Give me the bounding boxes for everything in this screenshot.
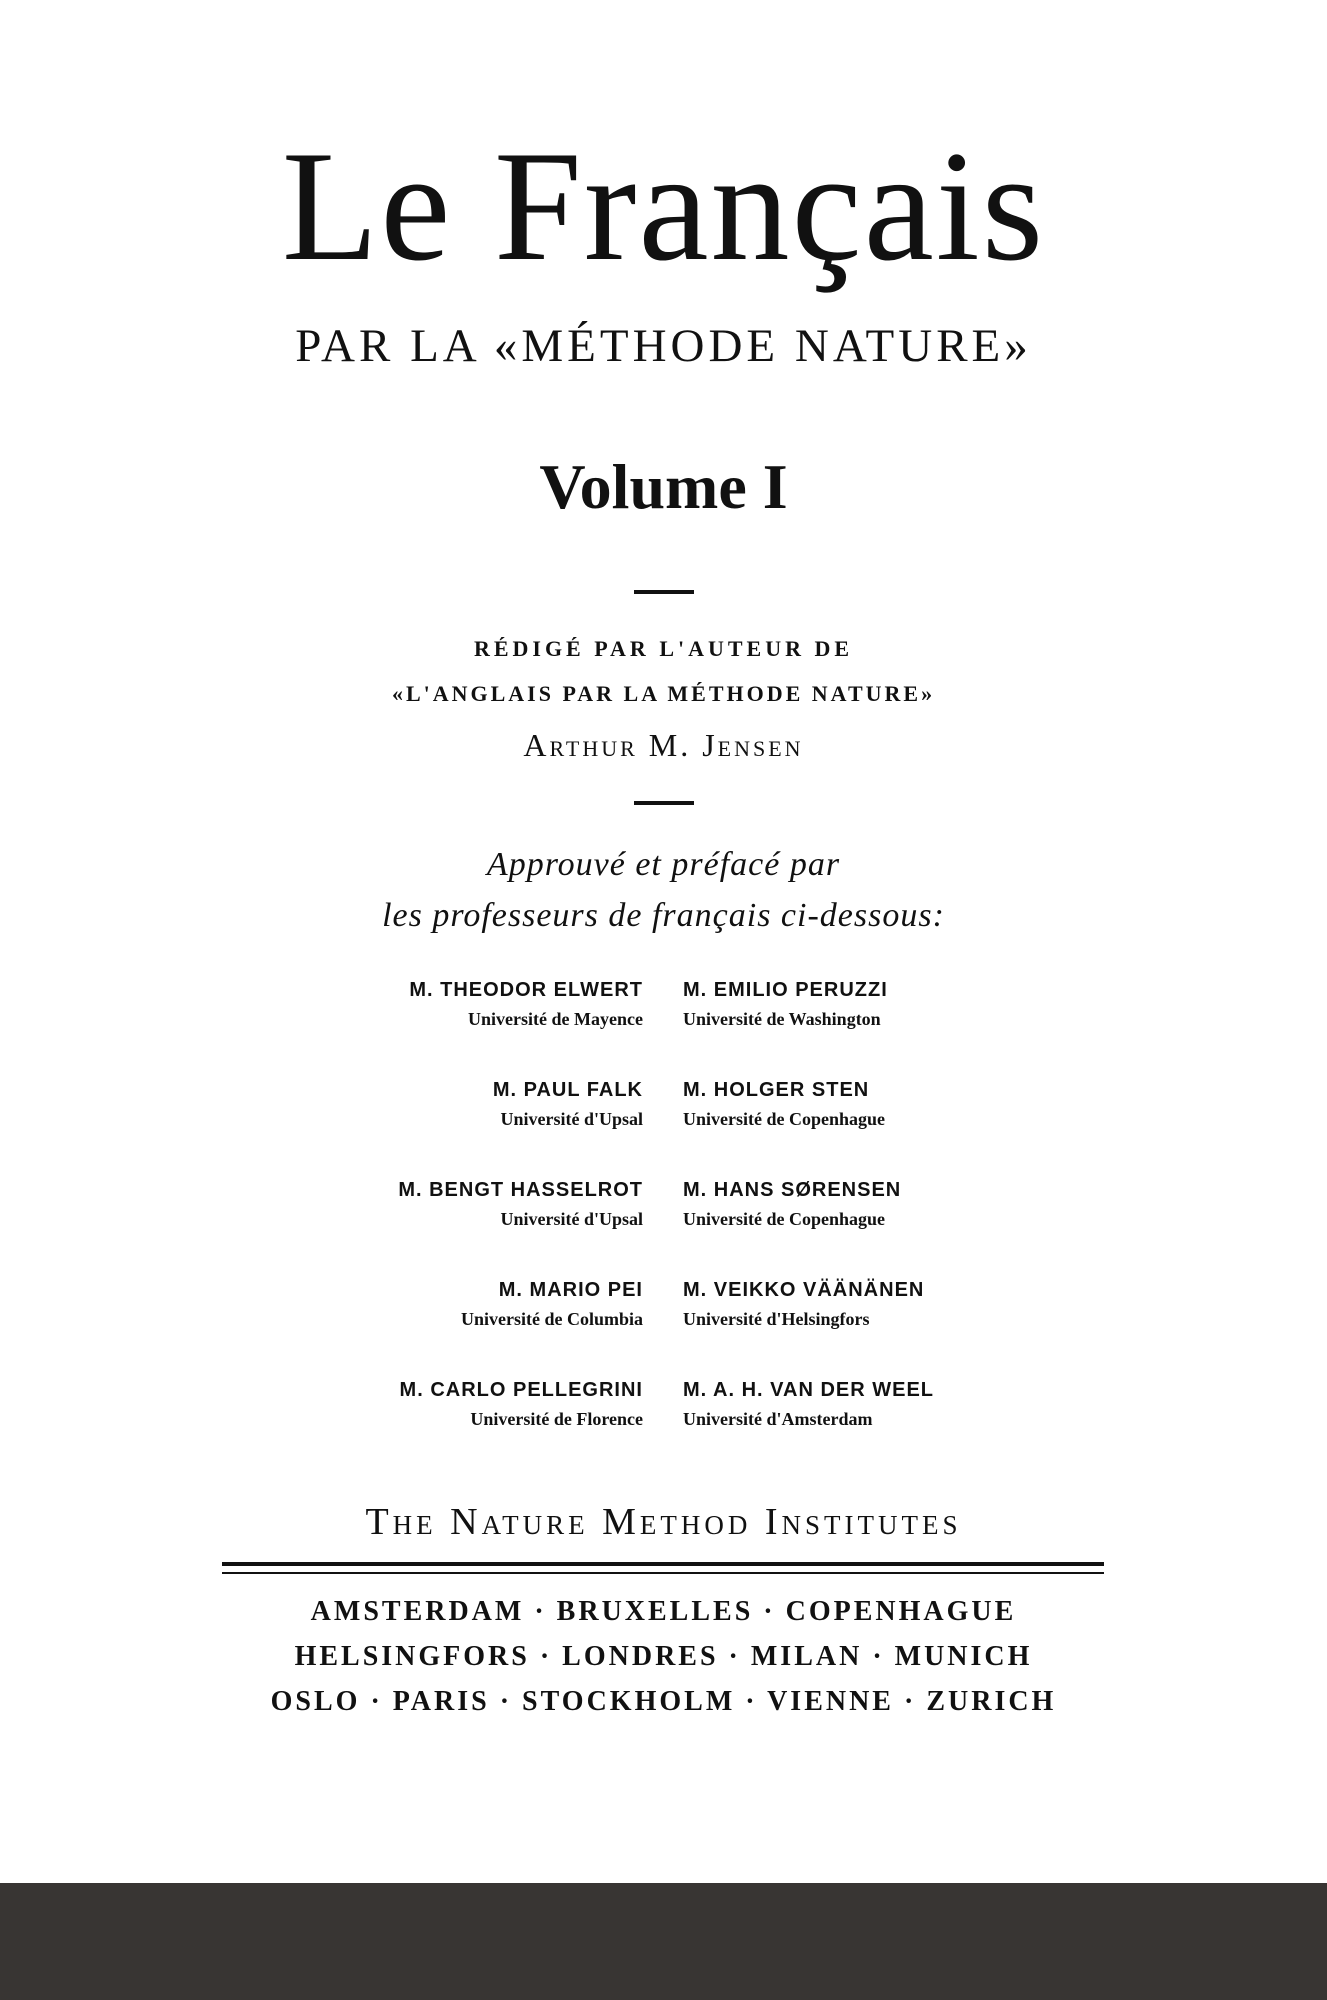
- footer-bar: [0, 1883, 1327, 2000]
- professor-name: M. VEIKKO VÄÄNÄNEN: [683, 1279, 925, 1301]
- city-line-1: AMSTERDAM · BRUXELLES · COPENHAGUE: [310, 1596, 1017, 1627]
- author-name: Arthur M. Jensen: [523, 727, 804, 763]
- professor-university: Université de Florence: [470, 1409, 643, 1429]
- approval-line-1: Approuvé et préfacé par: [486, 846, 841, 883]
- professor-university: Université d'Helsingfors: [683, 1309, 870, 1329]
- publisher-name: The Nature Method Institutes: [365, 1501, 962, 1543]
- professor-name: M. BENGT HASSELROT: [398, 1179, 643, 1201]
- professor-name: M. EMILIO PERUZZI: [683, 979, 888, 1001]
- professor-entry: [300, 980, 663, 1080]
- credit-line-1: RÉDIGÉ PAR L'AUTEUR DE: [473, 636, 854, 661]
- professor-entry: [300, 1280, 663, 1380]
- divider-rule: [634, 590, 694, 594]
- professor-row: [300, 1080, 1027, 1180]
- book-title: Le Français: [281, 119, 1046, 294]
- professor-entry: [663, 1280, 1026, 1380]
- professor-name: M. HANS SØRENSEN: [683, 1179, 902, 1201]
- professor-university: Université de Copenhague: [683, 1209, 885, 1229]
- professor-university: Université de Washington: [683, 1009, 881, 1029]
- double-rule: [222, 1562, 1104, 1574]
- professor-entry: [663, 1380, 1026, 1480]
- book-subtitle: PAR LA «MÉTHODE NATURE»: [295, 320, 1032, 372]
- professor-row: [300, 1280, 1027, 1380]
- professor-row: [300, 980, 1027, 1080]
- professor-name: M. CARLO PELLEGRINI: [399, 1379, 643, 1401]
- professor-university: Université d'Upsal: [500, 1109, 643, 1129]
- professor-university: Université d'Amsterdam: [683, 1409, 873, 1429]
- professor-name: M. MARIO PEI: [498, 1279, 643, 1301]
- city-line-3: OSLO · PARIS · STOCKHOLM · VIENNE · ZURICH: [270, 1686, 1057, 1717]
- professor-entry: [300, 1180, 663, 1280]
- professor-university: Université de Mayence: [468, 1009, 643, 1029]
- professor-list: [300, 980, 1027, 1480]
- professor-row: [300, 1180, 1027, 1280]
- professor-name: M. PAUL FALK: [492, 1079, 643, 1101]
- professor-university: Université d'Upsal: [500, 1209, 643, 1229]
- professor-university: Université de Copenhague: [683, 1109, 885, 1129]
- credit-line-2: «L'ANGLAIS PAR LA MÉTHODE NATURE»: [391, 681, 936, 706]
- professor-name: M. THEODOR ELWERT: [409, 979, 643, 1001]
- professor-entry: [663, 1080, 1026, 1180]
- approval-line-2: les professeurs de français ci-dessous:: [382, 897, 945, 934]
- professor-entry: [663, 1180, 1026, 1280]
- professor-name: M. HOLGER STEN: [683, 1079, 870, 1101]
- professor-entry: [300, 1080, 663, 1180]
- divider-rule: [634, 801, 694, 805]
- volume-label: Volume I: [539, 451, 788, 522]
- professor-university: Université de Columbia: [461, 1309, 643, 1329]
- professor-entry: [663, 980, 1026, 1080]
- city-line-2: HELSINGFORS · LONDRES · MILAN · MUNICH: [294, 1641, 1033, 1672]
- professor-row: [300, 1380, 1027, 1480]
- professor-name: M. A. H. VAN DER WEEL: [683, 1379, 934, 1401]
- professor-entry: [300, 1380, 663, 1480]
